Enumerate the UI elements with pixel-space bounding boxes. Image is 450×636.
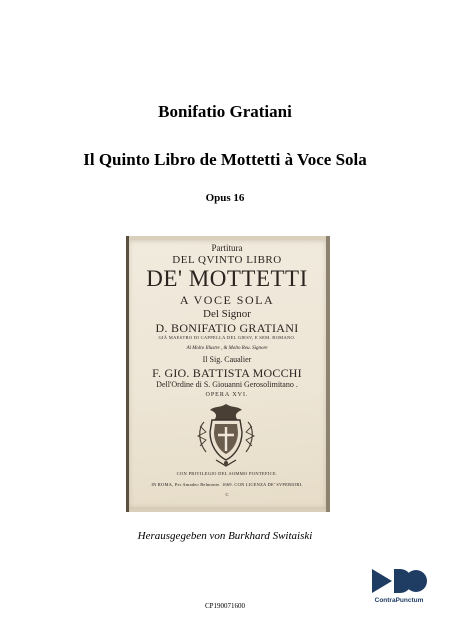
facsimile-title-page-image (126, 236, 330, 512)
facsimile-line-maestro: GIÀ MAESTRO DI CAPPELLA DEL GIESV, E SEM. ROMANO. (158, 335, 296, 340)
facsimile-line-opera: OPERA XVI. (205, 392, 249, 398)
facsimile-line-mottetti: DE' MOTTETTI (146, 266, 308, 291)
facsimile-line-signor: Del Signor (203, 308, 251, 320)
opus-number: Opus 16 (205, 192, 245, 204)
facsimile-line-caualier: Il Sig. Caualier (202, 355, 252, 364)
facsimile-line-voce-sola: A VOCE SOLA (179, 293, 275, 307)
facsimile-line-dedication: Al Molto Illustre , & Molto Reu. Signore (186, 346, 268, 351)
editor-credit: Herausgegeben von Burkhard Switaiski (137, 530, 313, 542)
catalog-code: CP190071600 (204, 602, 246, 610)
facsimile-left-edge (126, 236, 129, 512)
coat-of-arms-icon (190, 402, 262, 468)
facsimile-right-edge (326, 236, 330, 512)
contrapunctum-logo (368, 567, 430, 609)
contrapunctum-logo-icon (370, 567, 428, 595)
work-title: Il Quinto Libro de Mottetti à Voce Sola (83, 150, 367, 169)
facsimile-line-signature-c: C (225, 492, 229, 497)
facsimile-line-privilegio: CON PRIVILEGIO DEL SOMMO PONTEFICE. (176, 471, 278, 476)
facsimile-line-imprint: IN ROMA, Per Amadeo Belmonte. 1669. CON LICENZA DE' SVPERIORI. (151, 482, 303, 487)
facsimile-line-partitura: Partitura (211, 243, 243, 253)
facsimile-line-del-quinto-libro: DEL QVINTO LIBRO (172, 254, 282, 266)
composer-name: Bonifatio Gratiani (158, 102, 292, 121)
facsimile-line-mocchi: F. GIO. BATTISTA MOCCHI (152, 366, 302, 380)
facsimile-line-bonifatio: D. BONIFATIO GRATIANI (155, 321, 299, 335)
facsimile-line-ordine: Dell'Ordine di S. Giouanni Gerosolimitano . (156, 380, 298, 389)
logo-label: ContraPunctum (374, 597, 424, 604)
